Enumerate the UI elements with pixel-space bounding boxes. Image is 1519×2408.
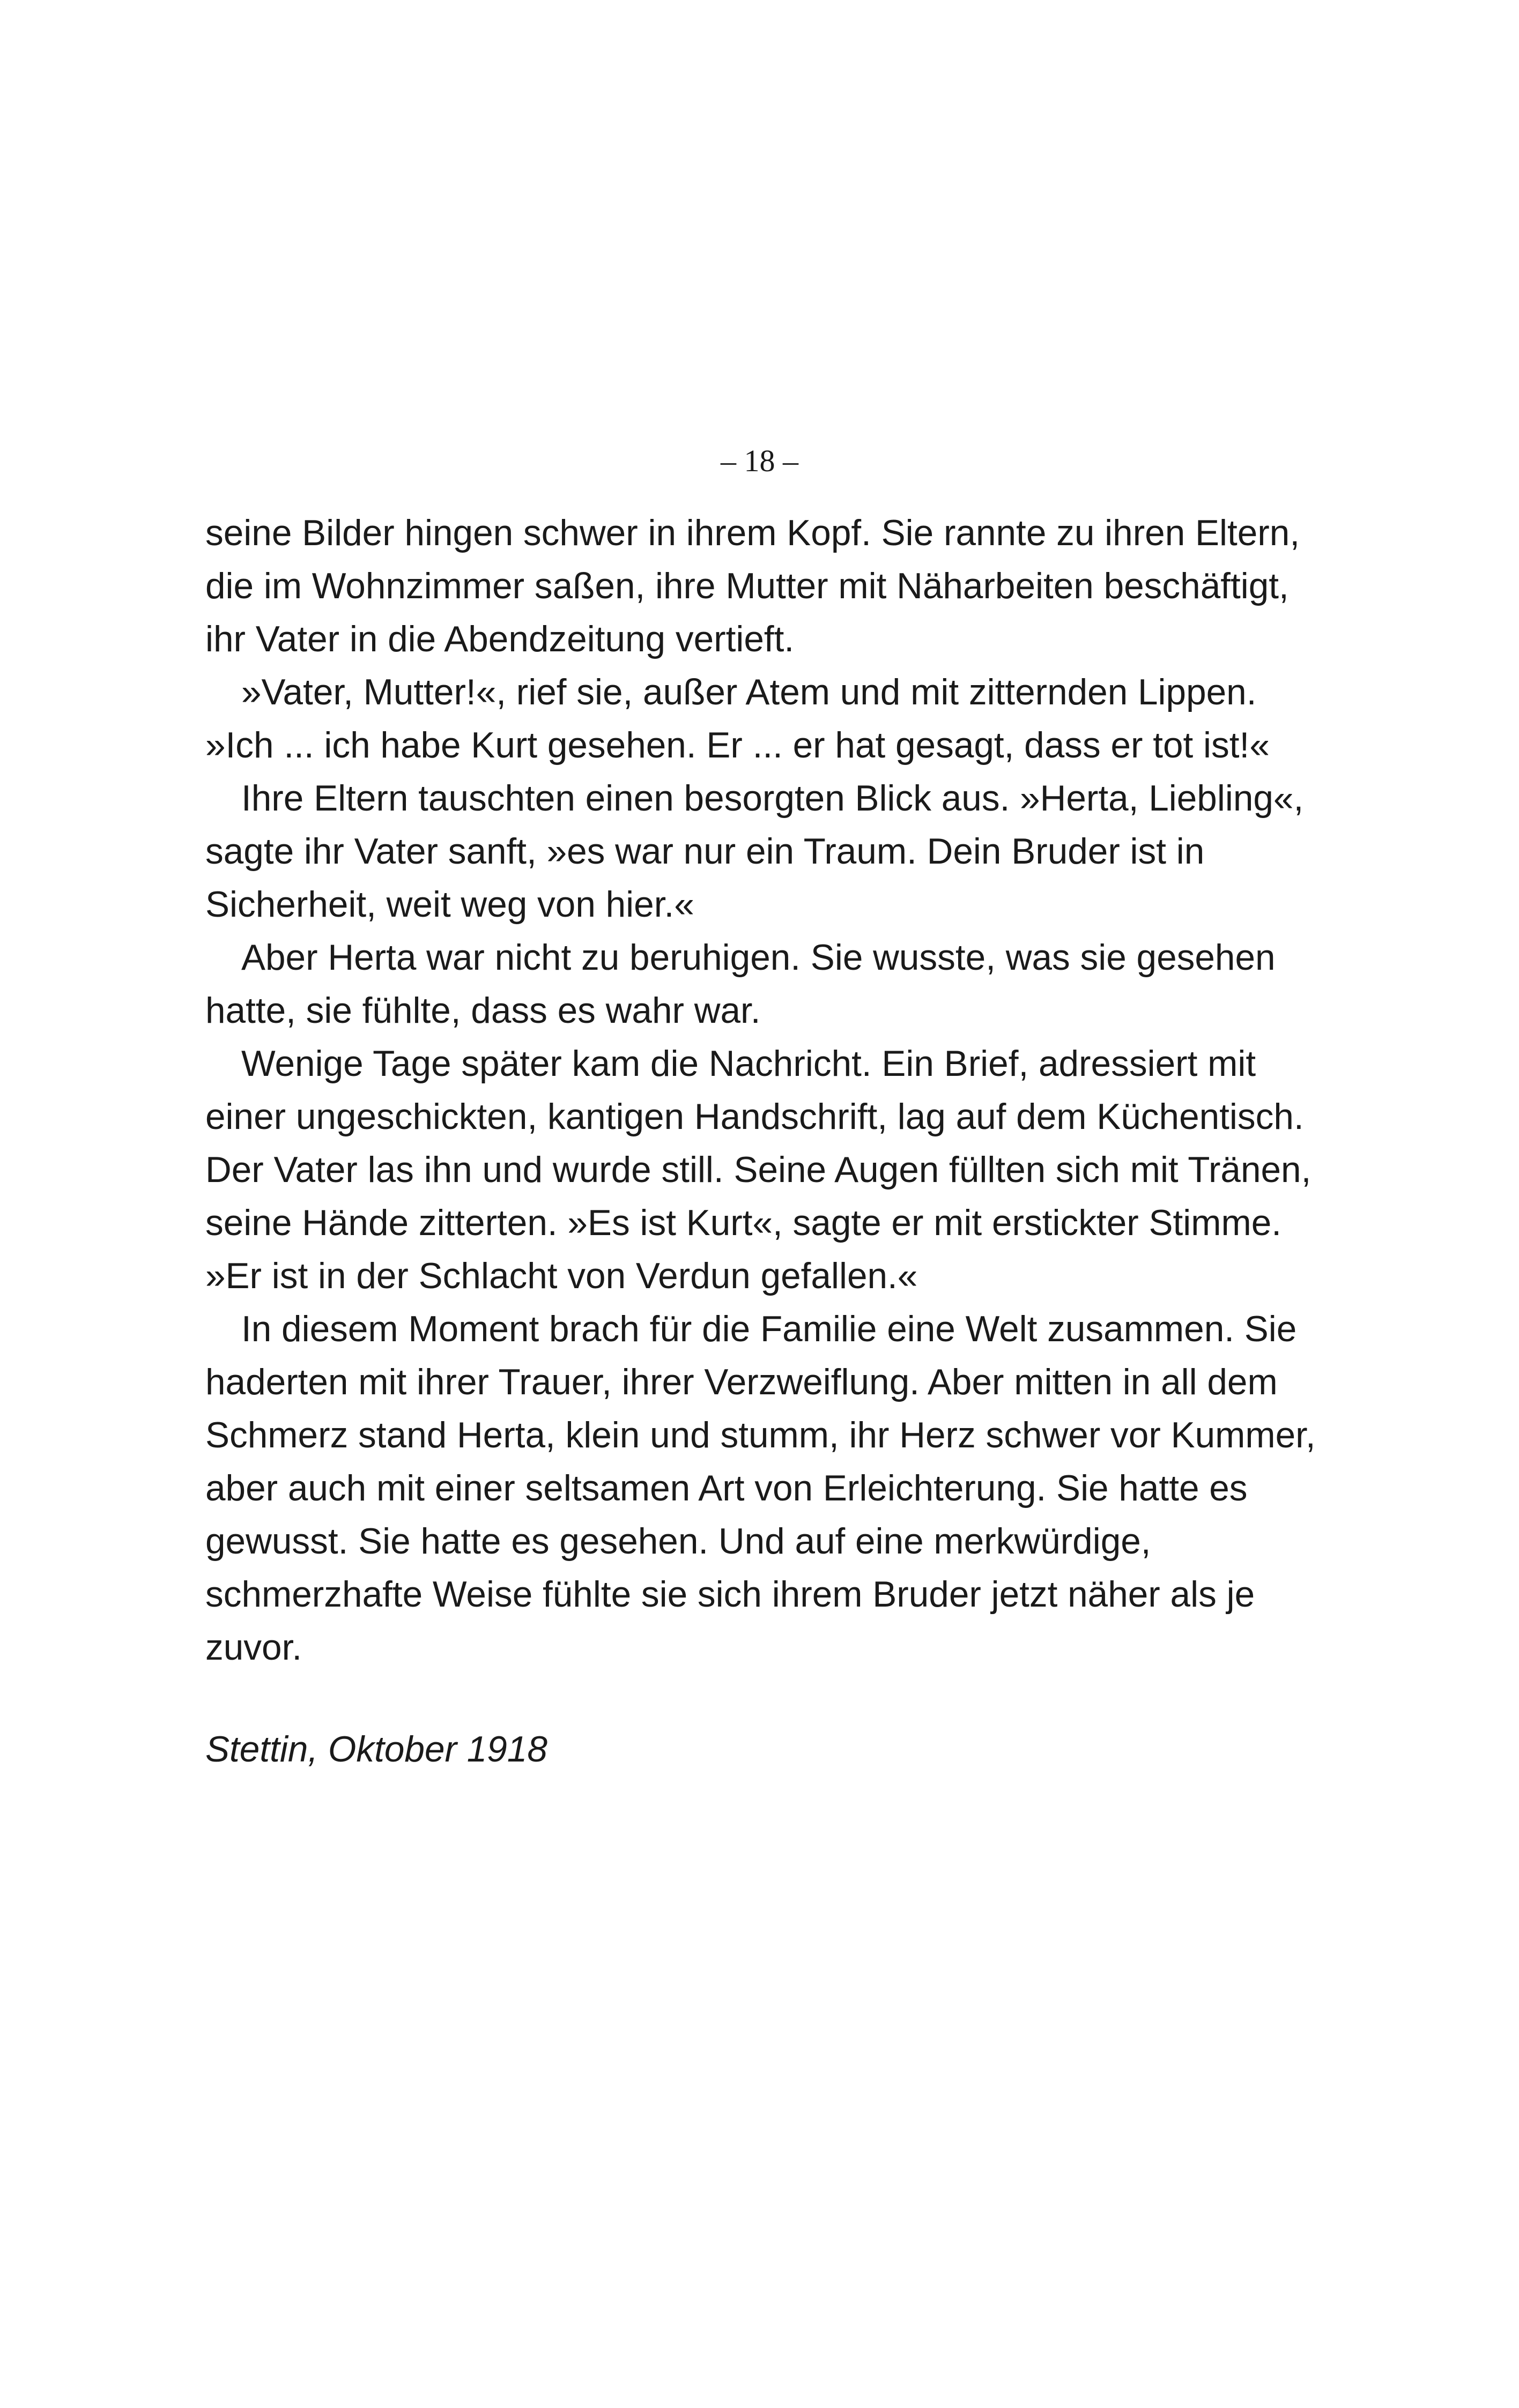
text-line: einer ungeschickten, kantigen Handschrift, lag auf dem Küchentisch. — [205, 1097, 1304, 1137]
text-line: Der Vater las ihn und wurde still. Seine Augen füllten sich mit Tränen, — [205, 1150, 1311, 1190]
place-date-signature: Stettin, Oktober 1918 — [205, 1729, 547, 1770]
text-line: In diesem Moment brach für die Familie eine Welt zusammen. Sie — [241, 1309, 1297, 1349]
text-line: ihr Vater in die Abendzeitung vertieft. — [205, 619, 795, 659]
text-line: aber auch mit einer seltsamen Art von Erleichterung. Sie hatte es — [205, 1468, 1248, 1508]
text-line: gewusst. Sie hatte es gesehen. Und auf eine merkwürdige, — [205, 1521, 1151, 1562]
text-line: Aber Herta war nicht zu beruhigen. Sie wusste, was sie gesehen — [241, 938, 1276, 978]
text-line: »Vater, Mutter!«, rief sie, außer Atem und mit zitternden Lippen. — [241, 672, 1257, 712]
text-line: schmerzhafte Weise fühlte sie sich ihrem Bruder jetzt näher als je — [205, 1574, 1255, 1615]
text-line: sagte ihr Vater sanft, »es war nur ein Traum. Dein Bruder ist in — [205, 831, 1205, 872]
text-line: zuvor. — [205, 1627, 302, 1668]
page-number: – 18 – — [721, 443, 798, 478]
body-text — [205, 507, 1331, 1674]
text-line: haderten mit ihrer Trauer, ihrer Verzweiflung. Aber mitten in all dem — [205, 1362, 1278, 1402]
text-line: seine Bilder hingen schwer in ihrem Kopf. Sie rannte zu ihren Eltern, — [205, 513, 1300, 553]
text-line: Ihre Eltern tauschten einen besorgten Blick aus. »Herta, Liebling«, — [241, 778, 1304, 819]
text-line: Sicherheit, weit weg von hier.« — [205, 885, 694, 925]
text-line: Schmerz stand Herta, klein und stumm, ihr Herz schwer vor Kummer, — [205, 1415, 1316, 1455]
text-line: seine Hände zitterten. »Es ist Kurt«, sagte er mit erstickter Stimme. — [205, 1203, 1282, 1243]
text-line: »Er ist in der Schlacht von Verdun gefallen.« — [205, 1256, 918, 1296]
text-line: »Ich ... ich habe Kurt gesehen. Er ... er hat gesagt, dass er tot ist!« — [205, 725, 1270, 765]
text-line: Wenige Tage später kam die Nachricht. Ein Brief, adressiert mit — [241, 1044, 1256, 1084]
text-line: die im Wohnzimmer saßen, ihre Mutter mit Näharbeiten beschäftigt, — [205, 566, 1289, 606]
text-line: hatte, sie fühlte, dass es wahr war. — [205, 991, 761, 1031]
